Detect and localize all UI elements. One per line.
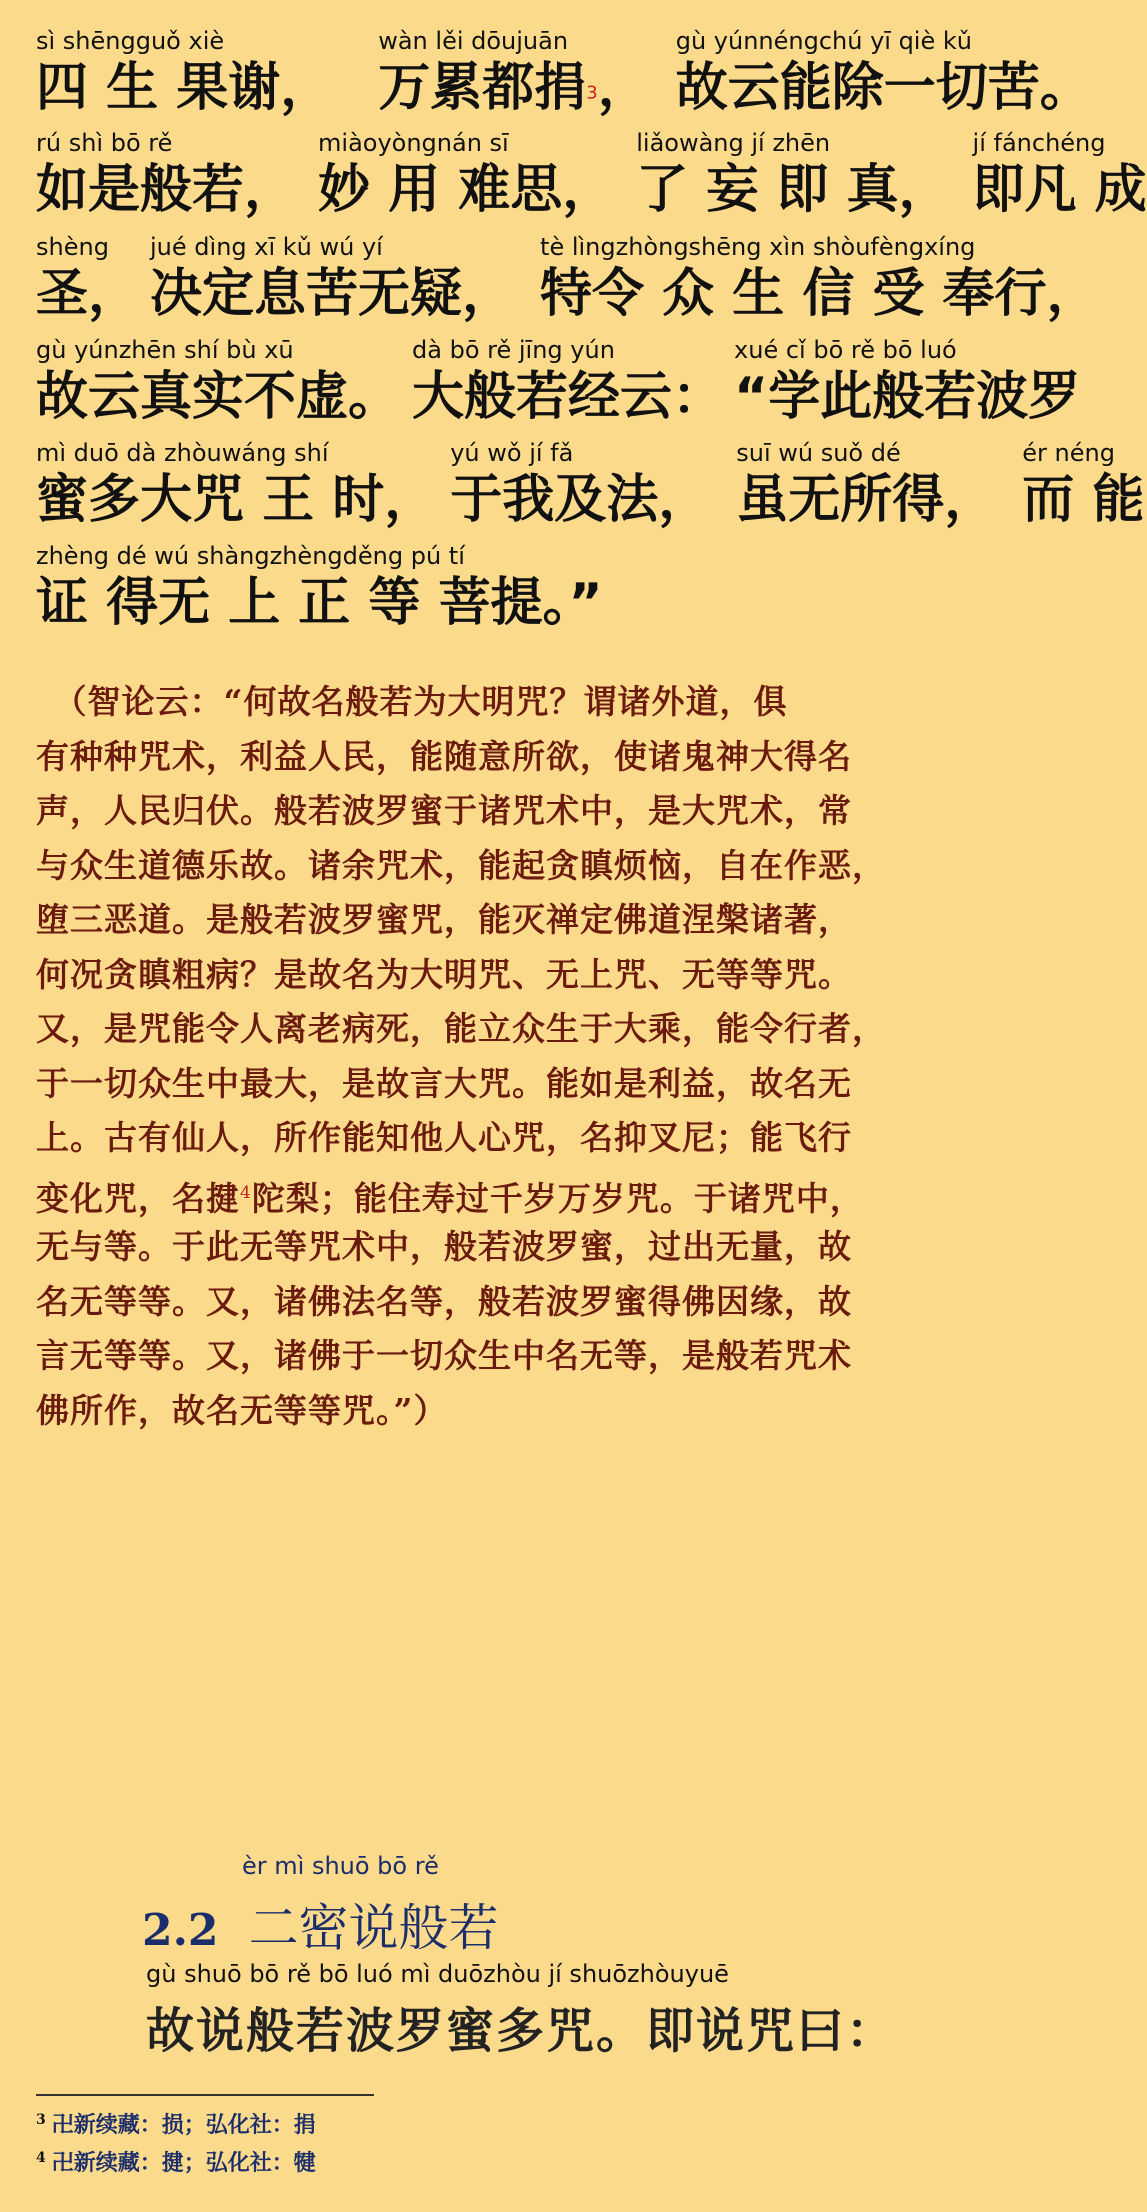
verse-line [36,233,1099,324]
commentary-line: 名无等等。又，诸佛法名等，般若波罗蜜得佛因缘，故 [36,1281,852,1321]
hanzi: 证 得无 上 正 等 菩提。” [36,573,603,633]
footnote-3 [36,2108,316,2139]
verse-segment [36,542,603,633]
pinyin: liǎowàng jí zhēn [636,129,831,157]
hanzi: 决定息苦无疑， [150,264,515,324]
commentary-text: 变化咒，名揵 [36,1178,240,1218]
verse-segment [36,27,333,118]
footnote-4 [36,2146,316,2177]
pinyin: ér néng [1022,439,1115,467]
verse-segment [972,129,1147,220]
commentary-text: 陀梨；能住寿过千岁万岁咒。于诸咒中， [251,1178,864,1218]
commentary-line: 声，人民归伏。般若波罗蜜于诸咒术中，是大咒术，常 [36,791,852,830]
hanzi: 虽无所得， [736,470,997,530]
hanzi: “学此般若波罗 [734,367,1081,427]
hanzi: 蜜多大咒 王 时， [36,470,437,530]
pinyin: mì duō dà zhòuwáng shí [36,439,329,467]
verse-line [36,336,1081,427]
pinyin: jué dìng xī kǔ wú yí [150,233,383,261]
hanzi: 圣， [36,264,141,324]
footnote-text: 卍新续藏：揵；弘化社：犍 [51,2150,316,2176]
hanzi: 故云真实不虚。 [36,367,401,427]
commentary-line: 有种种咒术，利益人民，能随意所欲，使诸鬼神大得名 [36,736,852,776]
commentary-block [36,675,1046,1438]
commentary-line: （智论云：“何故名般若为大明咒？谓诸外道，俱 [36,682,788,721]
commentary-line: 何况贪瞋粗病？是故名为大明咒、无上咒、无等等咒。 [36,954,852,994]
hanzi: 于我及法， [450,470,711,530]
verse-segment [36,439,437,530]
verse-segment [636,129,951,220]
commentary-line: 无与等。于此无等咒术中，般若波罗蜜，过出无量，故 [36,1227,852,1266]
hanzi: 妙 用 难思， [318,160,615,220]
commentary-line: 言无等等。又，诸佛于一切众生中名无等，是般若咒术 [36,1336,852,1375]
commentary-line: 佛所作，故名无等等咒。”） [36,1390,448,1430]
commentary-line: 又，是咒能令人离老病死，能立众生于大乘，能令行者， [36,1009,886,1048]
pinyin: jí fánchéng [972,129,1106,157]
commentary-line: 堕三恶道。是般若波罗蜜咒，能灭禅定佛道涅槃诸著， [36,900,852,939]
hanzi: 了 妄 即 真， [636,160,951,220]
verse-segment [734,336,1081,427]
footnote-mark: 3 [36,2111,46,2128]
section-title: 二密说般若 [248,1899,499,1957]
commentary-line: 与众生道德乐故。诸余咒术，能起贪瞋烦恼，自在作恶， [36,845,886,885]
hanzi: 而 能 [1022,470,1145,530]
final-verse-text: 故说般若波罗蜜多咒。即说咒曰： [146,2003,897,2059]
verse-segment [36,129,297,220]
verse-segment [1022,439,1145,530]
pinyin: shèng [36,233,109,261]
footnote-divider [36,2094,374,2096]
hanzi: 四 生 果谢， [36,58,333,118]
pinyin: yú wǒ jí fǎ [450,439,574,467]
commentary-line [36,1166,1046,1221]
verse-line [36,129,1147,220]
pinyin: xué cǐ bō rě bō luó [734,336,957,364]
hanzi: 如是般若， [36,160,297,220]
hanzi: 万累都捐 [378,58,587,118]
pinyin: miàoyòngnán sī [318,129,509,157]
pinyin: gù yúnzhēn shí bù xū [36,336,294,364]
footnote-reference[interactable]: 3 [586,82,598,104]
verse-segment [675,27,1092,118]
verse-segment [378,27,650,118]
commentary-line: 上。古有仙人，所作能知他人心咒，名抑叉尼；能飞行 [36,1118,852,1157]
pinyin: wàn lěi dōujuān [378,27,569,55]
pinyin: tè lìngzhòngshēng xìn shòufèngxíng [540,233,976,261]
commentary-line: 于一切众生中最大，是故言大咒。能如是利益，故名无 [36,1063,852,1103]
verse-segment [36,233,141,324]
section-number: 2.2 [142,1905,219,1956]
hanzi: 特令 众 生 信 受 奉行， [540,264,1099,324]
verse-segment [540,233,1099,324]
hanzi: 故云能除一切苦。 [675,58,1092,118]
verse-line [36,27,1092,118]
pinyin: rú shì bō rě [36,129,173,157]
verse-line [36,542,1056,633]
pinyin: suī wú suǒ dé [736,439,901,467]
footnote-reference[interactable]: 4 [240,1182,252,1203]
final-verse-pinyin: gù shuō bō rě bō luó mì duōzhòu jí shuōzhòuyuē [146,1960,729,1988]
hanzi: 大般若经云： [412,367,725,427]
pinyin: zhèng dé wú shàngzhèngděng pú tí [36,542,465,570]
pinyin: gù yúnnéngchú yī qiè kǔ [675,27,972,55]
punctuation: ， [597,58,650,118]
verse-segment [450,439,711,530]
footnote-mark: 4 [36,2149,46,2166]
verse-segment [412,336,725,427]
verse-segment [318,129,615,220]
section-heading [142,1888,499,1960]
verse-segment [36,336,401,427]
section-title-pinyin: èr mì shuō bō rě [242,1852,439,1880]
pinyin: sì shēngguǒ xiè [36,27,225,55]
verse-line [36,439,1145,530]
footnote-text: 卍新续藏：损；弘化社：捐 [51,2112,316,2138]
hanzi: 即凡 成 [972,160,1147,220]
verse-segment [736,439,997,530]
pinyin: dà bō rě jīng yún [412,336,615,364]
verse-segment [150,233,515,324]
